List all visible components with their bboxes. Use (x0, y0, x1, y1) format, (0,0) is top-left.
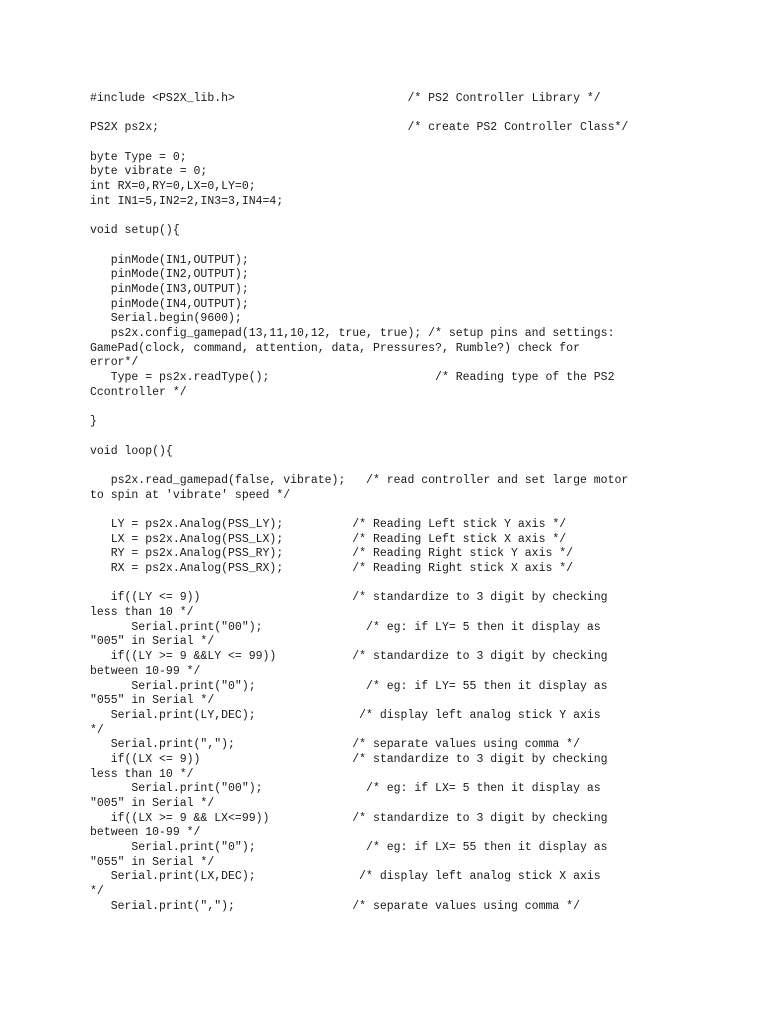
code-line: pinMode(IN2,OUTPUT); (90, 268, 249, 282)
code-line (90, 239, 730, 254)
code-line (90, 400, 730, 415)
code-line (90, 577, 730, 592)
code-line: ps2x.read_gamepad(false, vibrate); /* read controller and set large motor (90, 473, 629, 487)
code-line: Serial.begin(9600); (90, 312, 242, 326)
code-line: pinMode(IN1,OUTPUT); (90, 253, 249, 267)
code-line (90, 107, 730, 122)
code-line (90, 430, 730, 445)
code-line: void loop(){ (90, 444, 173, 458)
code-line: */ (90, 885, 104, 899)
code-line: less than 10 */ (90, 606, 194, 620)
code-line: Serial.print("0"); /* eg: if LY= 55 then it display as (90, 679, 608, 693)
code-listing (90, 92, 730, 915)
code-line: RY = ps2x.Analog(PSS_RY); /* Reading Right stick Y axis */ (90, 547, 574, 561)
code-line: "055" in Serial */ (90, 855, 215, 869)
code-line: PS2X ps2x; /* create PS2 Controller Class*/ (90, 121, 629, 135)
code-line: GamePad(clock, command, attention, data, Pressures?, Rumble?) check for (90, 341, 580, 355)
code-line: pinMode(IN3,OUTPUT); (90, 282, 249, 296)
code-line: void setup(){ (90, 224, 180, 238)
code-line: "005" in Serial */ (90, 797, 215, 810)
code-line (90, 459, 730, 474)
code-line: ps2x.config_gamepad(13,11,10,12, true, true); /* setup pins and settings: (90, 327, 615, 340)
code-line: Serial.print(","); /* separate values using comma */ (90, 899, 580, 913)
code-line: Type = ps2x.readType(); /* Reading type of the PS2 (90, 371, 615, 385)
code-line: LY = ps2x.Analog(PSS_LY); /* Reading Left stick Y axis */ (90, 517, 567, 531)
code-line: Serial.print("00"); /* eg: if LY= 5 then it display as (90, 620, 601, 634)
code-line: byte vibrate = 0; (90, 165, 208, 179)
code-line: LX = ps2x.Analog(PSS_LX); /* Reading Left stick X axis */ (90, 532, 567, 546)
code-line: byte Type = 0; (90, 150, 187, 164)
code-line: } (90, 415, 97, 429)
code-line: Serial.print("00"); /* eg: if LX= 5 then it display as (90, 782, 601, 796)
code-line: if((LY <= 9)) /* standardize to 3 digit by checking (90, 591, 608, 605)
code-line: Serial.print(LY,DEC); /* display left analog stick Y axis (90, 708, 601, 722)
code-line: error*/ (90, 356, 139, 370)
code-line: Serial.print(LX,DEC); /* display left analog stick X axis (90, 870, 601, 884)
code-line: "005" in Serial */ (90, 635, 215, 649)
code-line: to spin at 'vibrate' speed */ (90, 488, 291, 502)
code-line: between 10-99 */ (90, 826, 201, 840)
code-line: "055" in Serial */ (90, 694, 215, 708)
code-line: RX = ps2x.Analog(PSS_RX); /* Reading Right stick X axis */ (90, 562, 574, 575)
code-line: Ccontroller */ (90, 385, 187, 399)
code-line: between 10-99 */ (90, 664, 201, 678)
code-line: pinMode(IN4,OUTPUT); (90, 297, 249, 311)
code-line: #include <PS2X_lib.h> /* PS2 Controller Library */ (90, 92, 601, 105)
code-line: if((LY >= 9 &&LY <= 99)) /* standardize to 3 digit by checking (90, 650, 608, 664)
code-line: Serial.print(","); /* separate values using comma */ (90, 738, 580, 752)
code-line: less than 10 */ (90, 767, 194, 781)
code-line: if((LX >= 9 && LX<=99)) /* standardize to 3 digit by checking (90, 811, 608, 825)
code-line (90, 503, 730, 518)
code-line (90, 210, 730, 225)
code-line: Serial.print("0"); /* eg: if LX= 55 then it display as (90, 841, 608, 855)
code-line: int IN1=5,IN2=2,IN3=3,IN4=4; (90, 194, 284, 208)
code-line: int RX=0,RY=0,LX=0,LY=0; (90, 180, 256, 194)
code-line (90, 136, 730, 151)
code-line: if((LX <= 9)) /* standardize to 3 digit by checking (90, 752, 608, 766)
code-line: */ (90, 723, 104, 737)
